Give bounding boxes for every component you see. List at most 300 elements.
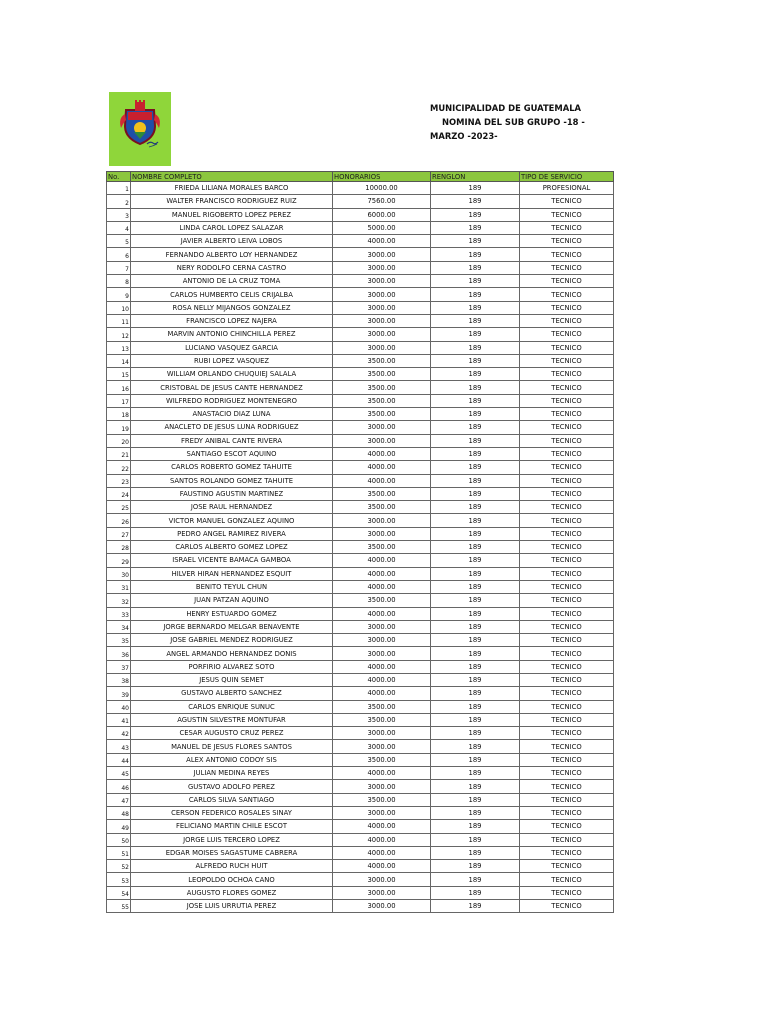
row-number: 9 [107,288,131,301]
fees-amount: 4000.00 [333,235,431,248]
table-row [107,208,614,221]
fees-amount: 3500.00 [333,368,431,381]
employee-name: CARLOS HUMBERTO CELIS CRIJALBA [131,288,333,301]
fees-amount: 4000.00 [333,461,431,474]
budget-line: 189 [431,793,520,806]
service-type: TECNICO [520,208,614,221]
service-type: TECNICO [520,341,614,354]
employee-name: JOSE LUIS URRUTIA PEREZ [131,900,333,913]
fees-amount: 3500.00 [333,541,431,554]
employee-name: AUGUSTO FLORES GOMEZ [131,886,333,899]
service-type: TECNICO [520,235,614,248]
service-type: TECNICO [520,288,614,301]
employee-name: CARLOS ROBERTO GOMEZ TAHUITE [131,461,333,474]
table-row [107,541,614,554]
table-row [107,767,614,780]
payroll-table [106,171,614,913]
fees-amount: 3500.00 [333,354,431,367]
header-municipality: MUNICIPALIDAD DE GUATEMALA [430,103,582,113]
table-row [107,580,614,593]
employee-name: ANTONIO DE LA CRUZ TOMA [131,275,333,288]
row-number: 52 [107,860,131,873]
service-type: TECNICO [520,527,614,540]
table-row [107,860,614,873]
header-period: MARZO -2023- [430,131,498,141]
employee-name: ALFREDO RUCH HUIT [131,860,333,873]
row-number: 29 [107,554,131,567]
table-header-row [107,172,614,182]
table-row [107,301,614,314]
row-number: 15 [107,368,131,381]
table-row [107,261,614,274]
budget-line: 189 [431,301,520,314]
budget-line: 189 [431,474,520,487]
budget-line: 189 [431,447,520,460]
employee-name: ALEX ANTONIO CODOY SIS [131,753,333,766]
service-type: TECNICO [520,620,614,633]
table-row [107,514,614,527]
fees-amount: 4000.00 [333,833,431,846]
table-row [107,554,614,567]
budget-line: 189 [431,700,520,713]
fees-amount: 4000.00 [333,820,431,833]
employee-name: JAVIER ALBERTO LEIVA LOBOS [131,235,333,248]
employee-name: ANGEL ARMANDO HERNANDEZ DONIS [131,647,333,660]
fees-amount: 3500.00 [333,793,431,806]
table-row [107,700,614,713]
table-row [107,474,614,487]
employee-name: CARLOS SILVA SANTIAGO [131,793,333,806]
fees-amount: 4000.00 [333,607,431,620]
budget-line: 189 [431,514,520,527]
employee-name: WILFREDO RODRIGUEZ MONTENEGRO [131,394,333,407]
fees-amount: 4000.00 [333,474,431,487]
budget-line: 189 [431,900,520,913]
row-number: 32 [107,594,131,607]
fees-amount: 3000.00 [333,314,431,327]
budget-line: 189 [431,860,520,873]
employee-name: CARLOS ALBERTO GOMEZ LOPEZ [131,541,333,554]
employee-name: ROSA NELLY MIJANGOS GONZALEZ [131,301,333,314]
employee-name: NERY RODOLFO CERNA CASTRO [131,261,333,274]
table-row [107,394,614,407]
budget-line: 189 [431,368,520,381]
service-type: TECNICO [520,301,614,314]
fees-amount: 4000.00 [333,567,431,580]
employee-name: LUCIANO VASQUEZ GARCIA [131,341,333,354]
employee-name: SANTIAGO ESCOT AQUINO [131,447,333,460]
employee-name: FRIEDA LILIANA MORALES BARCO [131,182,333,195]
employee-name: JOSE RAUL HERNANDEZ [131,501,333,514]
fees-amount: 3000.00 [333,647,431,660]
employee-name: LINDA CAROL LOPEZ SALAZAR [131,221,333,234]
row-number: 19 [107,421,131,434]
employee-name: MARVIN ANTONIO CHINCHILLA PEREZ [131,328,333,341]
table-row [107,740,614,753]
table-row [107,235,614,248]
budget-line: 189 [431,780,520,793]
table-row [107,461,614,474]
table-row [107,687,614,700]
budget-line: 189 [431,314,520,327]
service-type: TECNICO [520,687,614,700]
service-type: TECNICO [520,713,614,726]
service-type: TECNICO [520,873,614,886]
row-number: 43 [107,740,131,753]
budget-line: 189 [431,620,520,633]
table-row [107,793,614,806]
budget-line: 189 [431,713,520,726]
employee-name: LEOPOLDO OCHOA CANO [131,873,333,886]
column-header-line: RENGLON [431,172,520,182]
row-number: 47 [107,793,131,806]
table-row [107,753,614,766]
budget-line: 189 [431,806,520,819]
row-number: 2 [107,195,131,208]
service-type: TECNICO [520,434,614,447]
employee-name: GUSTAVO ALBERTO SANCHEZ [131,687,333,700]
row-number: 1 [107,182,131,195]
row-number: 18 [107,408,131,421]
row-number: 48 [107,806,131,819]
employee-name: PORFIRIO ALVAREZ SOTO [131,660,333,673]
service-type: TECNICO [520,833,614,846]
budget-line: 189 [431,235,520,248]
fees-amount: 3000.00 [333,261,431,274]
service-type: TECNICO [520,580,614,593]
service-type: TECNICO [520,421,614,434]
employee-name: HILVER HIRAN HERNANDEZ ESQUIT [131,567,333,580]
fees-amount: 3500.00 [333,408,431,421]
employee-name: CARLOS ENRIQUE SUNUC [131,700,333,713]
fees-amount: 3500.00 [333,487,431,500]
service-type: TECNICO [520,501,614,514]
fees-amount: 3000.00 [333,740,431,753]
service-type: TECNICO [520,900,614,913]
row-number: 20 [107,434,131,447]
row-number: 24 [107,487,131,500]
table-row [107,527,614,540]
budget-line: 189 [431,248,520,261]
budget-line: 189 [431,221,520,234]
row-number: 37 [107,660,131,673]
budget-line: 189 [431,594,520,607]
service-type: TECNICO [520,248,614,261]
fees-amount: 3000.00 [333,275,431,288]
row-number: 17 [107,394,131,407]
fees-amount: 3000.00 [333,780,431,793]
row-number: 12 [107,328,131,341]
row-number: 30 [107,567,131,580]
budget-line: 189 [431,753,520,766]
budget-line: 189 [431,182,520,195]
fees-amount: 7560.00 [333,195,431,208]
budget-line: 189 [431,421,520,434]
employee-name: WALTER FRANCISCO RODRIGUEZ RUIZ [131,195,333,208]
table-row [107,447,614,460]
budget-line: 189 [431,408,520,421]
row-number: 49 [107,820,131,833]
budget-line: 189 [431,501,520,514]
table-row [107,501,614,514]
employee-name: CRISTOBAL DE JESUS CANTE HERNANDEZ [131,381,333,394]
service-type: TECNICO [520,740,614,753]
column-header-name: NOMBRE COMPLETO [131,172,333,182]
budget-line: 189 [431,567,520,580]
row-number: 23 [107,474,131,487]
fees-amount: 4000.00 [333,687,431,700]
row-number: 14 [107,354,131,367]
employee-name: HENRY ESTUARDO GOMEZ [131,607,333,620]
budget-line: 189 [431,208,520,221]
fees-amount: 3500.00 [333,753,431,766]
table-row [107,673,614,686]
budget-line: 189 [431,288,520,301]
row-number: 3 [107,208,131,221]
budget-line: 189 [431,195,520,208]
header-payroll-title: NOMINA DEL SUB GRUPO -18 - [442,117,585,127]
fees-amount: 3000.00 [333,620,431,633]
row-number: 16 [107,381,131,394]
table-row [107,408,614,421]
budget-line: 189 [431,394,520,407]
budget-line: 189 [431,554,520,567]
table-row [107,434,614,447]
budget-line: 189 [431,886,520,899]
budget-line: 189 [431,767,520,780]
fees-amount: 3000.00 [333,806,431,819]
service-type: TECNICO [520,767,614,780]
budget-line: 189 [431,647,520,660]
fees-amount: 10000.00 [333,182,431,195]
service-type: PROFESIONAL [520,182,614,195]
row-number: 11 [107,314,131,327]
fees-amount: 3000.00 [333,248,431,261]
row-number: 25 [107,501,131,514]
service-type: TECNICO [520,753,614,766]
service-type: TECNICO [520,381,614,394]
row-number: 33 [107,607,131,620]
employee-name: BENITO TEYUL CHUN [131,580,333,593]
municipal-logo [109,92,171,166]
fees-amount: 3000.00 [333,727,431,740]
service-type: TECNICO [520,275,614,288]
employee-name: JOSE GABRIEL MENDEZ RODRIGUEZ [131,634,333,647]
column-header-no: No. [107,172,131,182]
service-type: TECNICO [520,700,614,713]
row-number: 5 [107,235,131,248]
employee-name: FELICIANO MARTIN CHILE ESCOT [131,820,333,833]
table-row [107,900,614,913]
budget-line: 189 [431,833,520,846]
employee-name: FRANCISCO LOPEZ NAJERA [131,314,333,327]
fees-amount: 4000.00 [333,660,431,673]
budget-line: 189 [431,740,520,753]
budget-line: 189 [431,607,520,620]
service-type: TECNICO [520,820,614,833]
service-type: TECNICO [520,461,614,474]
budget-line: 189 [431,275,520,288]
employee-name: EDGAR MOISES SAGASTUME CABRERA [131,846,333,859]
fees-amount: 3000.00 [333,434,431,447]
table-row [107,288,614,301]
fees-amount: 3000.00 [333,527,431,540]
row-number: 39 [107,687,131,700]
column-header-service-type: TIPO DE SERVICIO [520,172,614,182]
row-number: 51 [107,846,131,859]
fees-amount: 3000.00 [333,328,431,341]
row-number: 28 [107,541,131,554]
row-number: 27 [107,527,131,540]
table-row [107,846,614,859]
budget-line: 189 [431,634,520,647]
row-number: 55 [107,900,131,913]
service-type: TECNICO [520,594,614,607]
table-row [107,833,614,846]
service-type: TECNICO [520,554,614,567]
row-number: 7 [107,261,131,274]
service-type: TECNICO [520,354,614,367]
employee-name: FREDY ANIBAL CANTE RIVERA [131,434,333,447]
employee-name: ANACLETO DE JESUS LUNA RODRIGUEZ [131,421,333,434]
row-number: 22 [107,461,131,474]
table-row [107,368,614,381]
budget-line: 189 [431,873,520,886]
employee-name: MANUEL DE JESUS FLORES SANTOS [131,740,333,753]
budget-line: 189 [431,527,520,540]
fees-amount: 3500.00 [333,501,431,514]
service-type: TECNICO [520,647,614,660]
employee-name: RUBI LOPEZ VASQUEZ [131,354,333,367]
employee-name: WILLIAM ORLANDO CHUQUIEJ SALALA [131,368,333,381]
fees-amount: 6000.00 [333,208,431,221]
document-header [418,101,618,143]
employee-name: SANTOS ROLANDO GOMEZ TAHUITE [131,474,333,487]
table-row [107,221,614,234]
budget-line: 189 [431,328,520,341]
row-number: 13 [107,341,131,354]
row-number: 8 [107,275,131,288]
table-row [107,873,614,886]
fees-amount: 4000.00 [333,554,431,567]
column-header-fees: HONORARIOS [333,172,431,182]
fees-amount: 3000.00 [333,886,431,899]
service-type: TECNICO [520,886,614,899]
row-number: 53 [107,873,131,886]
table-row [107,634,614,647]
employee-name: CERSON FEDERICO ROSALES SINAY [131,806,333,819]
fees-amount: 4000.00 [333,580,431,593]
table-row [107,182,614,195]
fees-amount: 3500.00 [333,700,431,713]
fees-amount: 4000.00 [333,767,431,780]
service-type: TECNICO [520,314,614,327]
fees-amount: 4000.00 [333,673,431,686]
fees-amount: 4000.00 [333,846,431,859]
service-type: TECNICO [520,514,614,527]
service-type: TECNICO [520,487,614,500]
row-number: 54 [107,886,131,899]
service-type: TECNICO [520,408,614,421]
table-row [107,607,614,620]
service-type: TECNICO [520,328,614,341]
budget-line: 189 [431,434,520,447]
table-row [107,660,614,673]
table-row [107,354,614,367]
row-number: 21 [107,447,131,460]
employee-name: JORGE LUIS TERCERO LOPEZ [131,833,333,846]
row-number: 35 [107,634,131,647]
fees-amount: 3000.00 [333,873,431,886]
row-number: 38 [107,673,131,686]
budget-line: 189 [431,580,520,593]
employee-name: FERNANDO ALBERTO LOY HERNANDEZ [131,248,333,261]
budget-line: 189 [431,354,520,367]
table-row [107,341,614,354]
service-type: TECNICO [520,368,614,381]
table-row [107,780,614,793]
service-type: TECNICO [520,221,614,234]
table-row [107,195,614,208]
fees-amount: 3000.00 [333,288,431,301]
municipal-crest-icon [109,92,171,166]
service-type: TECNICO [520,261,614,274]
budget-line: 189 [431,461,520,474]
employee-name: FAUSTINO AGUSTIN MARTINEZ [131,487,333,500]
service-type: TECNICO [520,541,614,554]
row-number: 36 [107,647,131,660]
service-type: TECNICO [520,607,614,620]
fees-amount: 5000.00 [333,221,431,234]
row-number: 44 [107,753,131,766]
table-row [107,328,614,341]
employee-name: JESUS QUIN SEMET [131,673,333,686]
budget-line: 189 [431,727,520,740]
budget-line: 189 [431,673,520,686]
row-number: 45 [107,767,131,780]
row-number: 46 [107,780,131,793]
row-number: 34 [107,620,131,633]
table-row [107,713,614,726]
service-type: TECNICO [520,447,614,460]
fees-amount: 3000.00 [333,634,431,647]
fees-amount: 4000.00 [333,447,431,460]
fees-amount: 3500.00 [333,594,431,607]
row-number: 10 [107,301,131,314]
budget-line: 189 [431,820,520,833]
fees-amount: 3000.00 [333,900,431,913]
fees-amount: 3000.00 [333,341,431,354]
service-type: TECNICO [520,195,614,208]
table-row [107,620,614,633]
budget-line: 189 [431,541,520,554]
employee-name: ANASTACIO DIAZ LUNA [131,408,333,421]
fees-amount: 3500.00 [333,394,431,407]
budget-line: 189 [431,660,520,673]
table-row [107,567,614,580]
budget-line: 189 [431,381,520,394]
table-row [107,820,614,833]
fees-amount: 3000.00 [333,514,431,527]
row-number: 6 [107,248,131,261]
employee-name: JULIAN MEDINA REYES [131,767,333,780]
service-type: TECNICO [520,806,614,819]
employee-name: AGUSTIN SILVESTRE MONTUFAR [131,713,333,726]
employee-name: GUSTAVO ADOLFO PEREZ [131,780,333,793]
table-row [107,487,614,500]
employee-name: JUAN PATZAN AQUINO [131,594,333,607]
budget-line: 189 [431,487,520,500]
